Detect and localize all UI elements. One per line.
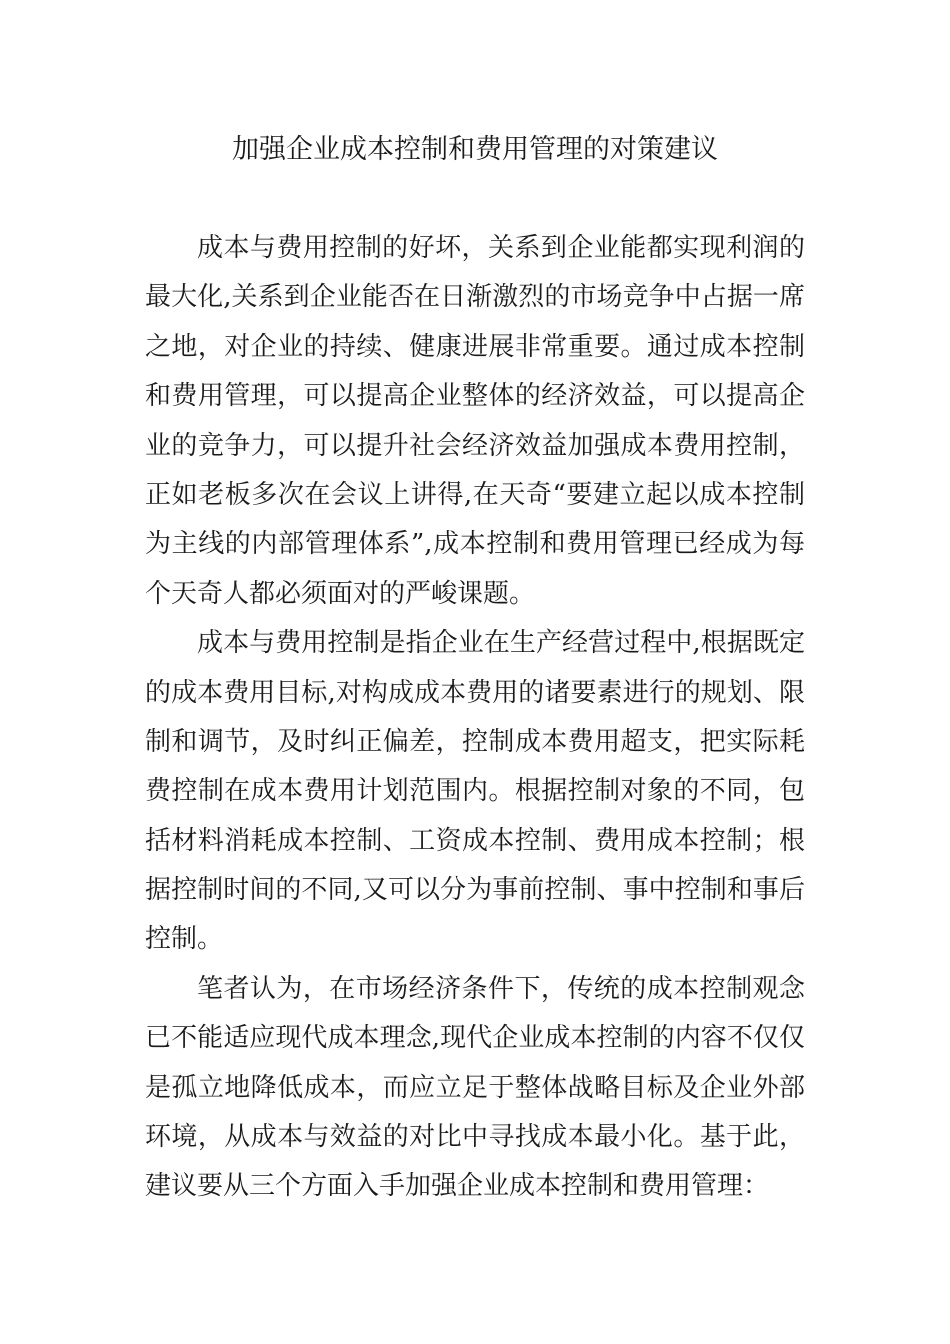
paragraph-line: 成本与费用控制的好坏，关系到企业能都实现利润的 — [197, 233, 805, 263]
paragraph-line: 是孤立地降低成本，而应立足于整体战略目标及企业外部 — [145, 1072, 805, 1103]
paragraph-line: 最大化,关系到企业能否在日渐激烈的市场竞争中占据一席 — [145, 282, 805, 313]
paragraph-line: 据控制时间的不同,又可以分为事前控制、事中控制和事后 — [145, 875, 805, 906]
paragraph-line: 的成本费用目标,对构成成本费用的诸要素进行的规划、限 — [145, 677, 805, 708]
paragraph-line: 环境，从成本与效益的对比中寻找成本最小化。基于此， — [145, 1122, 805, 1153]
paragraph-line: 制和调节，及时纠正偏差，控制成本费用超支，把实际耗 — [145, 726, 805, 757]
paragraph-line: 和费用管理，可以提高企业整体的经济效益，可以提高企 — [145, 381, 805, 412]
paragraph-line: 成本与费用控制是指企业在生产经营过程中,根据既定 — [197, 628, 805, 659]
document-body — [145, 224, 805, 1212]
paragraph-3 — [145, 965, 805, 1212]
paragraph-line: 费控制在成本费用计划范围内。根据控制对象的不同，包 — [145, 776, 805, 807]
paragraph-1 — [145, 224, 805, 619]
paragraph-line: 控制。 — [145, 924, 224, 955]
paragraph-line: 为主线的内部管理体系”,成本控制和费用管理已经成为每 — [145, 529, 805, 560]
paragraph-line: 笔者认为，在市场经济条件下，传统的成本控制观念 — [197, 973, 805, 1004]
paragraph-line: 个天奇人都必须面对的严峻课题。 — [145, 578, 536, 609]
paragraph-2 — [145, 619, 805, 965]
paragraph-line: 之地，对企业的持续、健康进展非常重要。通过成本控制 — [145, 331, 805, 362]
paragraph-line: 建议要从三个方面入手加强企业成本控制和费用管理： — [145, 1171, 770, 1202]
paragraph-line: 括材料消耗成本控制、工资成本控制、费用成本控制；根 — [145, 825, 805, 856]
paragraph-line: 正如老板多次在会议上讲得,在天奇“要建立起以成本控制 — [145, 479, 805, 510]
paragraph-line: 业的竞争力，可以提升社会经济效益加强成本费用控制， — [145, 430, 805, 461]
document-title: 加强企业成本控制和费用管理的对策建议 — [232, 134, 718, 165]
paragraph-line: 已不能适应现代成本理念,现代企业成本控制的内容不仅仅 — [145, 1023, 805, 1054]
